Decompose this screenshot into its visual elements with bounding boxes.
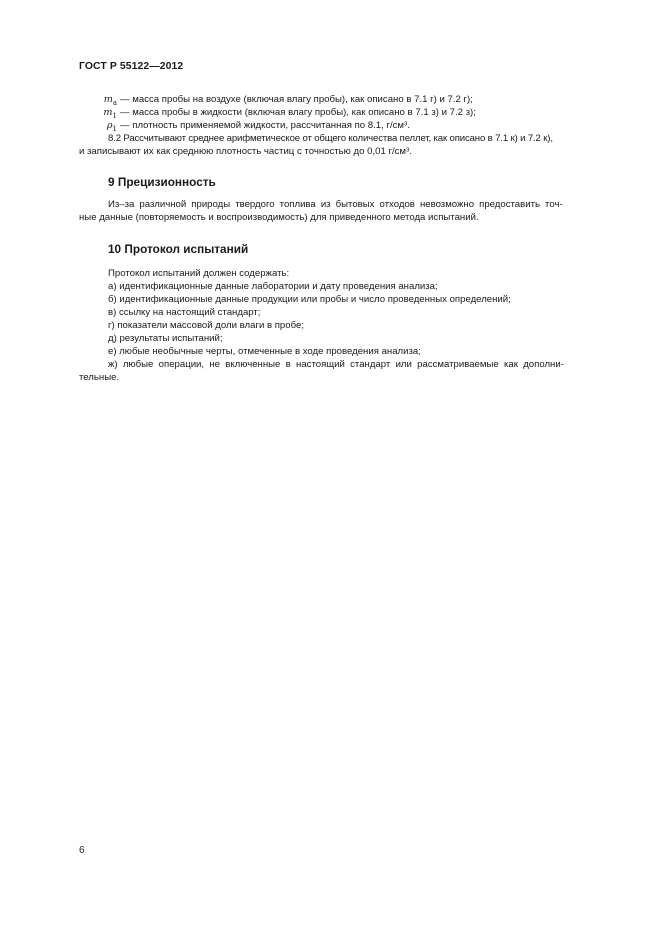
clause-8-2 <box>79 132 615 158</box>
page-number: 6 <box>79 845 85 856</box>
list-item: а) идентификационные данные лаборатории и дату проведения анализа; <box>108 281 438 292</box>
variable-ma-text: — масса пробы на воздухе (включая влагу пробы), как описано в 7.1 г) и 7.2 г); <box>120 94 473 105</box>
variable-definitions <box>79 93 615 132</box>
list-item: д) результаты испытаний; <box>108 333 223 344</box>
list-item: е) любые необычные черты, отмеченные в ходе проведения анализа; <box>108 346 421 357</box>
section-9-line2: ные данные (повторяемость и воспроизводимость) для приведенного метода испытаний. <box>79 212 479 223</box>
variable-m1 <box>79 106 615 119</box>
section-9-title: 9 Прецизионность <box>108 175 216 189</box>
standard-header: ГОСТ Р 55122—2012 <box>79 61 184 72</box>
variable-ma <box>79 93 615 106</box>
list-item-last-line2: тельные. <box>79 372 120 383</box>
list-item: в) ссылку на настоящий стандарт; <box>108 307 261 318</box>
list-item-last-line1: ж) любые операции, не включенные в настоящий стандарт или рассматриваемые как дополни- <box>108 359 564 370</box>
section-9-body <box>79 198 615 224</box>
section-10-intro: Протокол испытаний должен содержать: <box>108 268 290 279</box>
list-item: б) идентификационные данные продукции или пробы и число проведенных определений; <box>108 294 511 305</box>
symbol-rho1: $\rho_1$ <box>106 120 117 133</box>
variable-m1-text: — масса пробы в жидкости (включая влагу пробы), как описано в 7.1 з) и 7.2 з); <box>120 107 476 118</box>
clause-8-2-line1: 8.2 Рассчитывают среднее арифметическое от общего количества пеллет, как описано в 7.1 к) и 7.2 к), <box>108 133 553 144</box>
list-item: г) показатели массовой доли влаги в пробе; <box>108 320 304 331</box>
section-10-body <box>79 267 615 384</box>
variable-rho1 <box>79 119 615 132</box>
symbol-m1: $m_1$ <box>103 107 117 120</box>
variable-rho1-text: — плотность применяемой жидкости, рассчитанная по 8.1, г/см³. <box>120 120 410 131</box>
symbol-ma: $m_a$ <box>103 94 117 107</box>
section-9-line1: Из–за различной природы твердого топлива из бытовых отходов невозможно предоставить точ- <box>108 199 563 210</box>
section-10-title: 10 Протокол испытаний <box>108 242 249 256</box>
clause-8-2-line2: и записывают их как среднюю плотность частиц с точностью до 0,01 г/см³. <box>79 146 412 157</box>
